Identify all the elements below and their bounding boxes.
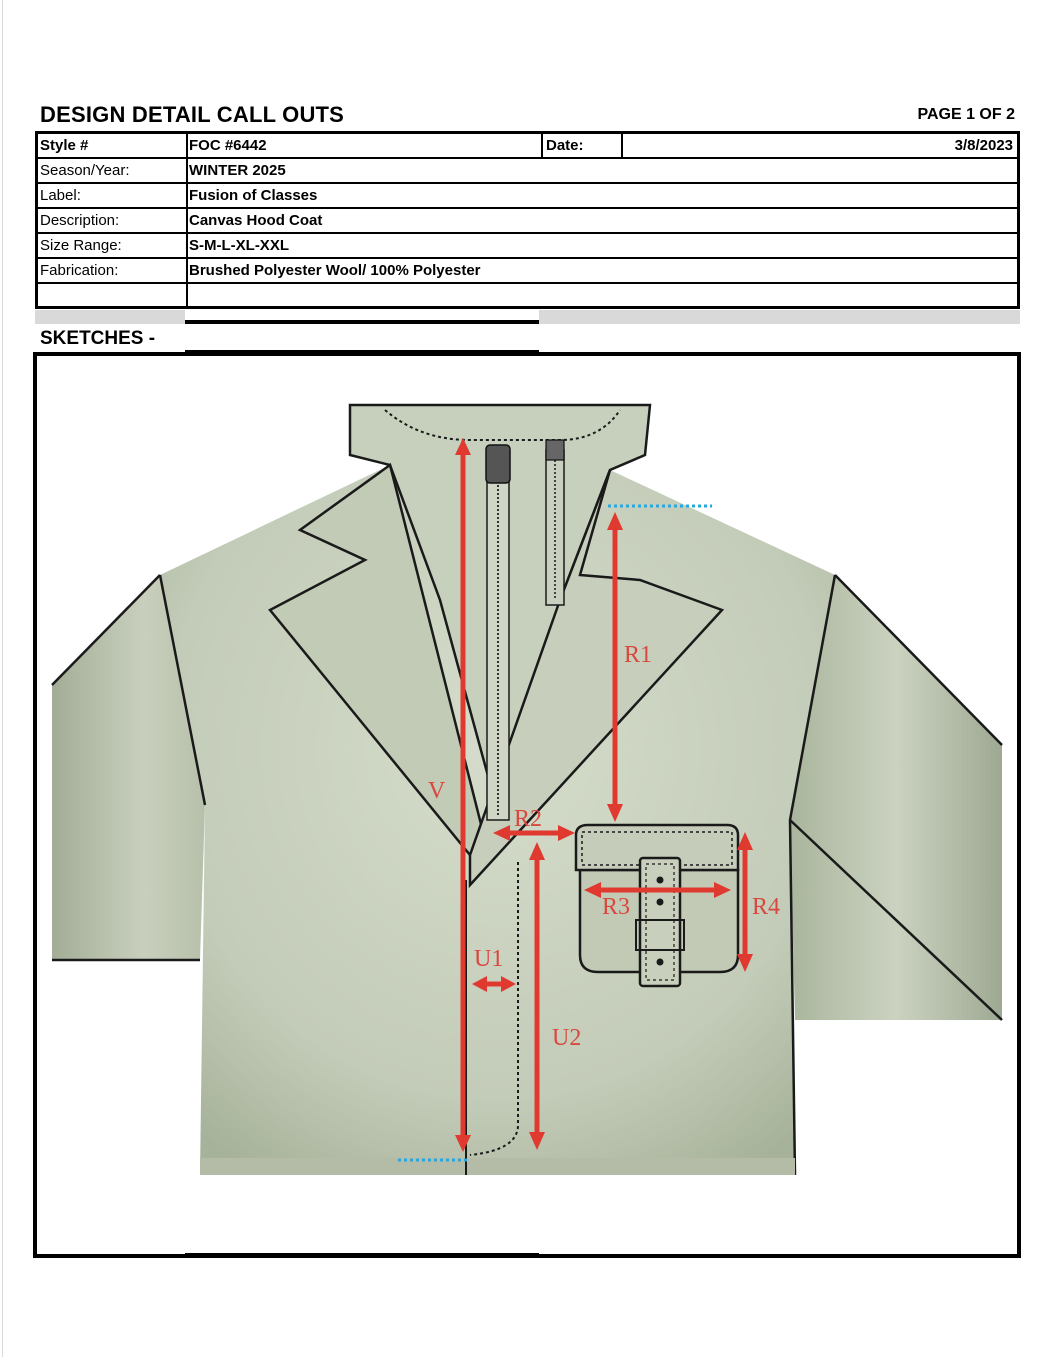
label-value: Fusion of Classes	[189, 187, 318, 204]
fabrication-label: Fabrication:	[40, 262, 119, 279]
callout-v: V	[428, 778, 446, 804]
callout-u1: U1	[474, 946, 504, 972]
label-label: Label:	[40, 187, 81, 204]
season-label: Season/Year:	[40, 162, 130, 179]
fabrication-value: Brushed Polyester Wool/ 100% Polyester	[189, 262, 481, 279]
callout-r2: R2	[514, 806, 543, 832]
callout-r4: R4	[752, 894, 781, 920]
description-value: Canvas Hood Coat	[189, 212, 323, 229]
sketches-title: SKETCHES -	[40, 328, 156, 349]
style-value: FOC #6442	[189, 137, 267, 154]
size-label: Size Range:	[40, 237, 122, 254]
document-title: DESIGN DETAIL CALL OUTS	[40, 102, 345, 127]
date-label: Date:	[546, 137, 584, 154]
style-label: Style #	[40, 137, 89, 154]
callout-u2: U2	[552, 1025, 582, 1051]
season-value: WINTER 2025	[189, 162, 286, 179]
size-value: S-M-L-XL-XXL	[189, 237, 289, 254]
date-value: 3/8/2023	[954, 137, 1013, 154]
description-label: Description:	[40, 212, 120, 229]
page-number: PAGE 1 OF 2	[917, 106, 1015, 123]
callout-r3: R3	[602, 894, 631, 920]
callout-r1: R1	[624, 642, 653, 668]
